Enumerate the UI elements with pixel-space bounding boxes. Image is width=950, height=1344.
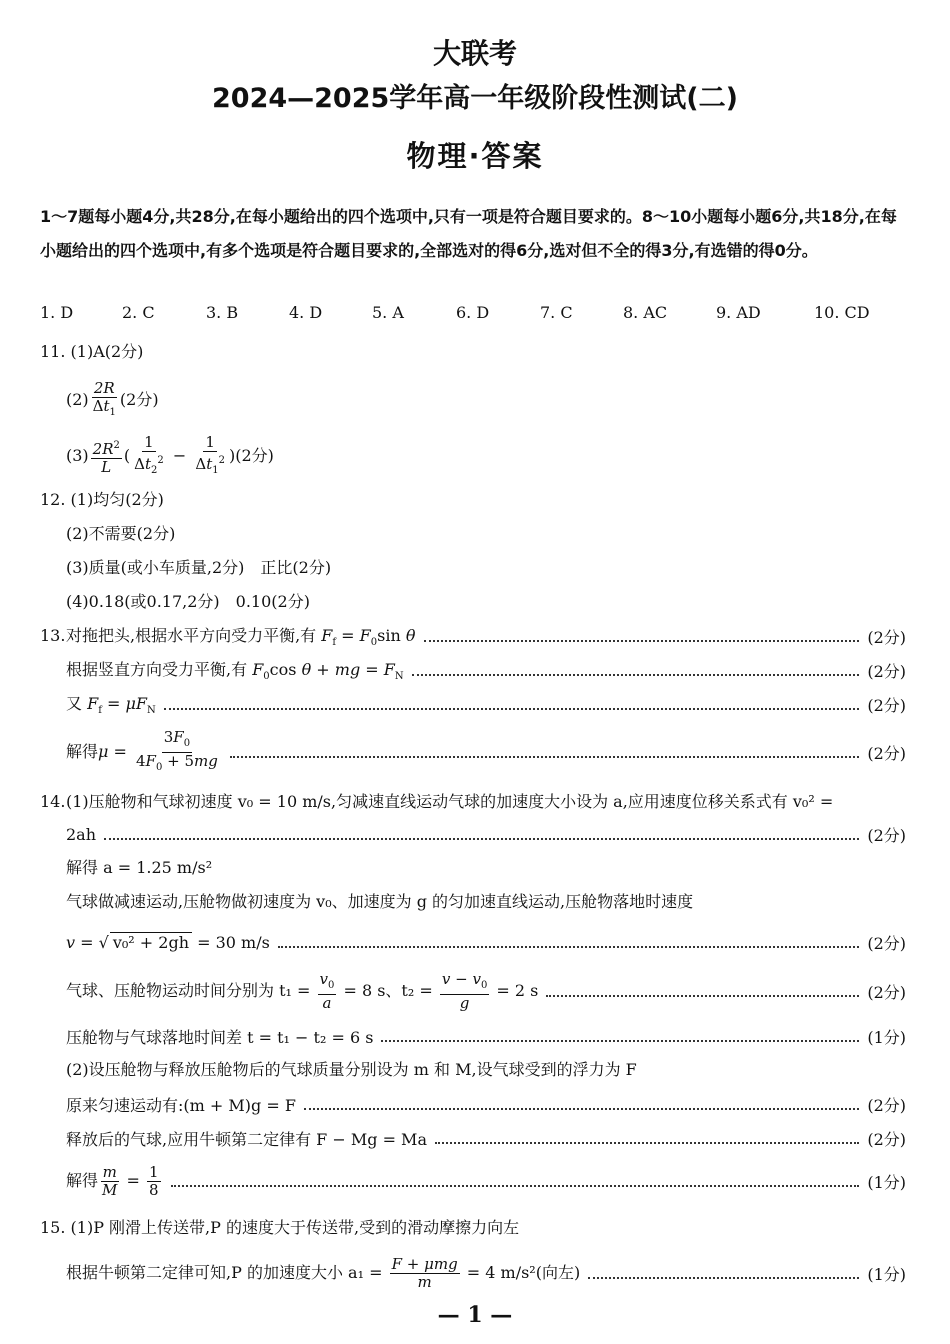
q13-step2: 根据竖直方向受力平衡,有 $F_0\cos$ θ + mg = $F_N$ (2分) xyxy=(66,660,906,683)
choice-answer: 3. B xyxy=(206,303,239,322)
q14-line4: 气球做减速运动,压舱物做初速度为 v₀、加速度为 g 的匀加速直线运动,压舱物落地时速度 xyxy=(66,892,694,911)
choice-answer: 10. CD xyxy=(814,303,870,322)
q14-line2: 2ah (2分) xyxy=(66,824,906,845)
choice-answer: 8. AC xyxy=(623,303,668,322)
q11-part1: 11. (1)A(2分) xyxy=(40,342,144,361)
q14-line7: 压舱物与气球落地时间差 t = t₁ − t₂ = 6 s (1分) xyxy=(66,1027,906,1047)
q15-line2: 根据牛顿第二定律可知,P 的加速度大小 a₁ = $\frac{\text{F + μmg}}{m}$ = 4 m/s²(向左) (1分) xyxy=(66,1254,906,1291)
q12-part2: (2)不需要(2分) xyxy=(66,524,176,543)
choice-answer: 5. A xyxy=(372,303,404,322)
choice-answer: 4. D xyxy=(289,303,323,322)
q12-part1: 12. (1)均匀(2分) xyxy=(40,490,164,509)
multiple-choice-answers xyxy=(40,303,920,333)
q14-line8: (2)设压舱物与释放压舱物后的气球质量分别设为 m 和 M,设气球受到的浮力为 F xyxy=(66,1060,637,1079)
exam-organizer: 大联考 xyxy=(432,37,517,70)
subject-title: 物理·答案 xyxy=(406,139,544,173)
q12-part4: (4)0.18(或0.17,2分) 0.10(2分) xyxy=(66,592,310,611)
q14-line6: 气球、压舱物运动时间分别为 t₁ = $\frac{v_0}{a}$ = 8 s、t₂ = $\frac{v - v_0}{g}$ = 2 s (2分) xyxy=(66,969,906,1012)
q14-line5: v = √ v₀² + 2gh = 30 m/s (2分) xyxy=(66,933,906,953)
q13-step3: 又 $F_f = \mu F_N$ (2分) xyxy=(66,694,906,717)
q14-line11: 解得 $\frac{m}{M}$ = $\frac{1}{8}$ (1分) xyxy=(66,1162,906,1199)
exam-title: 2024—2025学年高一年级阶段性测试(二) xyxy=(212,83,738,114)
q11-part3: (3) $\frac{2R^2}{L}$ ( $\frac{1}{\Delta t_2^2}$ − $\frac{1}{\Delta t_1^2}$ )(2分) xyxy=(66,433,274,476)
choice-answer: 9. AD xyxy=(716,303,761,322)
q13-step1: 对拖把头,根据水平方向受力平衡,有 $F_f = F_0\sin$ θ (2分) xyxy=(66,626,906,649)
q13-result: 解得μ = $\frac{3F_0}{4F_0 + 5mg}$ (2分) xyxy=(66,727,906,773)
q15-line1: 15. (1)P 刚滑上传送带,P 的速度大于传送带,受到的滑动摩擦力向左 xyxy=(40,1218,520,1237)
q11-part2: (2) $\frac{2R}{\Delta t_1}$ (2分) xyxy=(66,379,159,418)
q14-line1: (1)压舱物和气球初速度 v₀ = 10 m/s,匀减速直线运动气球的加速度大小设为 a,应用速度位移关系式有 v₀² = xyxy=(66,792,834,811)
page-number: — 1 — xyxy=(437,1302,513,1328)
choice-answer: 7. C xyxy=(540,303,573,322)
q12-part3: (3)质量(或小车质量,2分) 正比(2分) xyxy=(66,558,332,577)
q14-line3: 解得 a = 1.25 m/s² xyxy=(66,858,213,877)
q14-line10: 释放后的气球,应用牛顿第二定律有 F − Mg = Ma (2分) xyxy=(66,1129,906,1149)
q13-number: 13. xyxy=(40,626,66,645)
q14-line9: 原来匀速运动有:(m + M)g = F (2分) xyxy=(66,1095,906,1115)
scoring-instructions: 1～7题每小题4分,共28分,在每小题给出的四个选项中,只有一项是符合题目要求的。8～10小题每小题6分,共18分,在每小题给出的四个选项中,有多个选项是符合题目要求的,全部选对的得6分,选对但不全的得3分,有选错的得0分。 xyxy=(40,207,897,260)
choice-answer: 6. D xyxy=(456,303,490,322)
q14-number: 14. xyxy=(40,792,66,811)
choice-answer: 2. C xyxy=(122,303,155,322)
choice-answer: 1. D xyxy=(40,303,74,322)
